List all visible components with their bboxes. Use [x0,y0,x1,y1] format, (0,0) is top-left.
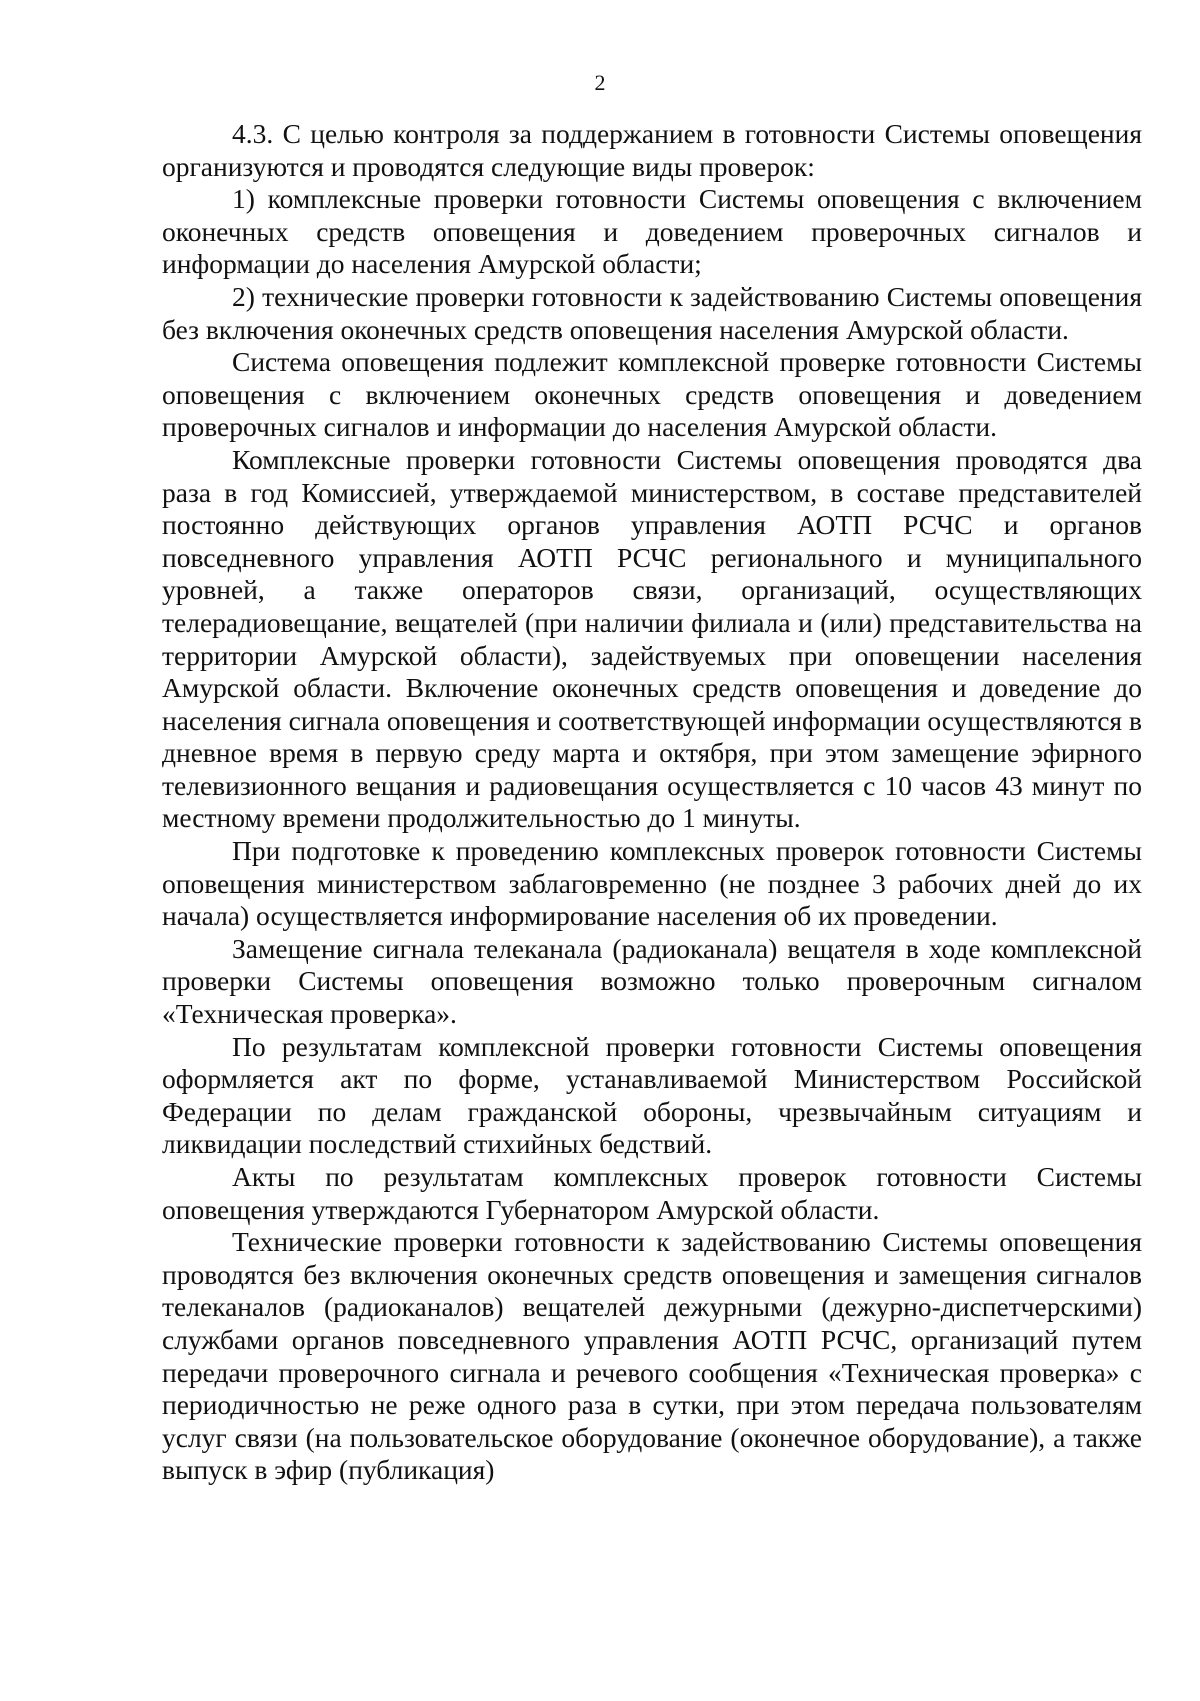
paragraph-system-subject-to-check: Система оповещения подлежит комплексной проверке готовности Системы оповещения с включением оконечных средств оповещения и доведением проверочных сигналов и информации до населения Амурской области. [162,346,1142,443]
document-body [162,118,1142,1487]
paragraph-signal-replacement: Замещение сигнала телеканала (радиоканала) вещателя в ходе комплексной проверки Системы оповещения возможно только проверочным сигналом «Техническая проверка». [162,932,1142,1030]
paragraph-technical-checks-procedure: Технические проверки готовности к задействованию Системы оповещения проводятся без включения оконечных средств оповещения и замещения сигналов телеканалов (радиоканалов) вещателей дежурными (дежурно-диспетчерскими) службами органов повседневного управления АОТП РСЧС, организаций путем передачи проверочного сигнала и речевого сообщения «Техническая проверка» с периодичностью не реже одного раза в сутки, при этом передача пользователям услуг связи (на пользовательское оборудование (оконечное оборудование), а также выпуск в эфир (публикация) [162,1226,1142,1486]
paragraph-acts-approval: Акты по результатам комплексных проверок готовности Системы оповещения утверждаются Губернатором Амурской области. [162,1161,1142,1225]
paragraph-complex-checks-schedule: Комплексные проверки готовности Системы оповещения проводятся два раза в год Комиссией, утверждаемой министерством, в составе представителей постоянно действующих органов управления АОТП РСЧС и органов повседневного управления АОТП РСЧС регионального и муниципального уровней, а также операторов связи, организаций, осуществляющих телерадиовещание, вещателей (при наличии филиала и (или) представительства на территории Амурской области), задействуемых при оповещении населения Амурской области. Включение оконечных средств оповещения и доведение до населения сигнала оповещения и соответствующей информации осуществляются в дневное время в первую среду марта и октября, при этом замещение эфирного телевизионного вещания и радиовещания осуществляется с 10 часов 43 минут по местному времени продолжительностью до 1 минуты. [162,443,1142,834]
paragraph-check-act: По результатам комплексной проверки готовности Системы оповещения оформляется акт по форме, устанавливаемой Министерством Российской Федерации по делам гражданской обороны, чрезвычайным ситуациям и ликвидации последствий стихийных бедствий. [162,1030,1142,1160]
page-number: 2 [594,70,606,95]
paragraph-item-2-technical-checks: 2) технические проверки готовности к задействованию Системы оповещения без включения оконечных средств оповещения населения Амурской области. [162,280,1142,345]
paragraph-item-1-complex-checks: 1) комплексные проверки готовности Системы оповещения с включением оконечных средств оповещения и доведением проверочных сигналов и информации до населения Амурской области; [162,183,1142,280]
paragraph-preparation-informing: При подготовке к проведению комплексных проверок готовности Системы оповещения министерством заблаговременно (не позднее 3 рабочих дней до их начала) осуществляется информирование населения об их проведении. [162,835,1142,932]
paragraph-4-3-intro: 4.3. С целью контроля за поддержанием в готовности Системы оповещения организуются и проводятся следующие виды проверок: [162,118,1142,182]
